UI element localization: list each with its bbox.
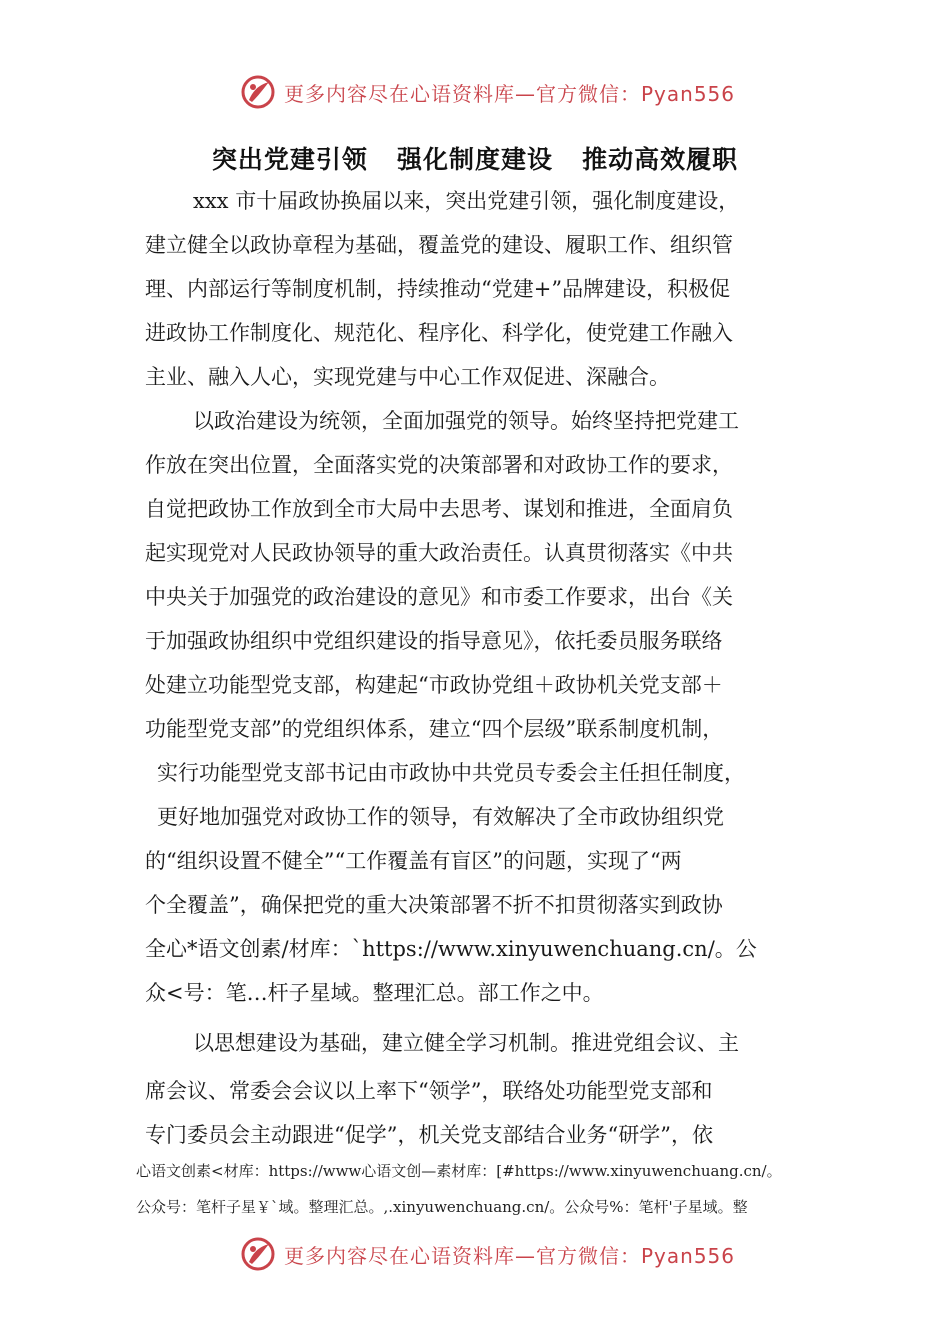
header-banner bbox=[240, 70, 760, 114]
body-line: 于加强政协组织中党组织建设的指导意见》，依托委员服务联络 bbox=[145, 629, 723, 653]
body-line: 以政治建设为统领，全面加强党的领导。始终坚持把党建工 bbox=[193, 409, 739, 433]
body-line: xxx 市十届政协换届以来，突出党建引领，强化制度建设， bbox=[193, 189, 740, 213]
body-line: 起实现党对人民政协领导的重大政治责任。认真贯彻落实《中共 bbox=[145, 541, 733, 565]
body-line: 进政协工作制度化、规范化、程序化、科学化，使党建工作融入 bbox=[145, 321, 733, 345]
body-line: 更好地加强党对政协工作的领导，有效解决了全市政协组织党 bbox=[157, 805, 724, 829]
body-line: 以思想建设为基础，建立健全学习机制。推进党组会议、主 bbox=[193, 1031, 739, 1055]
body-line: 作放在突出位置，全面落实党的决策部署和对政协工作的要求， bbox=[145, 453, 733, 477]
body-line: 功能型党支部”的党组织体系，建立“四个层级”联系制度机制， bbox=[145, 717, 724, 741]
footer-line: 心语文创素<材库：https://www心语文创—素材库：[#https://www.xinyuwenchuang.cn/。 bbox=[136, 1162, 782, 1180]
banner-text: 更多内容尽在心语资料库—官方微信：Pyan556 bbox=[284, 1243, 736, 1268]
brand-logo-icon bbox=[240, 74, 276, 110]
body-line: 主业、融入人心，实现党建与中心工作双促进、深融合。 bbox=[145, 365, 670, 389]
body-line: 专门委员会主动跟进“促学”，机关党支部结合业务“研学”，依 bbox=[145, 1123, 713, 1147]
body-line: 众<号：笔…杆子星域。整理汇总。部工作之中。 bbox=[145, 981, 604, 1005]
body-line: 个全覆盖”，确保把党的重大决策部署不折不扣贯彻落实到政协 bbox=[145, 893, 723, 917]
body-line: 实行功能型党支部书记由市政协中共党员专委会主任担任制度， bbox=[157, 761, 745, 785]
footer-banner bbox=[240, 1232, 760, 1276]
body-line: 的“组织设置不健全”“工作覆盖有盲区”的问题，实现了“两 bbox=[145, 849, 682, 873]
banner-text: 更多内容尽在心语资料库—官方微信：Pyan556 bbox=[284, 81, 736, 106]
document-title: 突出党建引领 强化制度建设 推动高效履职 bbox=[211, 145, 739, 174]
body-line: 建立健全以政协章程为基础，覆盖党的建设、履职工作、组织管 bbox=[145, 233, 733, 257]
body-line: 自觉把政协工作放到全市大局中去思考、谋划和推进，全面肩负 bbox=[145, 497, 733, 521]
brand-logo-icon bbox=[240, 1236, 276, 1272]
body-line: 全心*语文创素/材库：`https://www.xinyuwenchuang.cn/。公 bbox=[145, 937, 757, 961]
body-line: 理、内部运行等制度机制，持续推动“党建+”品牌建设，积极促 bbox=[145, 277, 731, 301]
body-line: 中央关于加强党的政治建设的意见》和市委工作要求，出台《关 bbox=[145, 585, 733, 609]
body-line: 处建立功能型党支部，构建起“市政协党组＋政协机关党支部＋ bbox=[145, 673, 723, 697]
footer-line: 公众号：笔杆子星￥`域。整理汇总。,.xinyuwenchuang.cn/。公众号%：笔杆'子星域。整 bbox=[136, 1198, 748, 1216]
body-line: 席会议、常委会会议以上率下“领学”，联络处功能型党支部和 bbox=[145, 1079, 713, 1103]
